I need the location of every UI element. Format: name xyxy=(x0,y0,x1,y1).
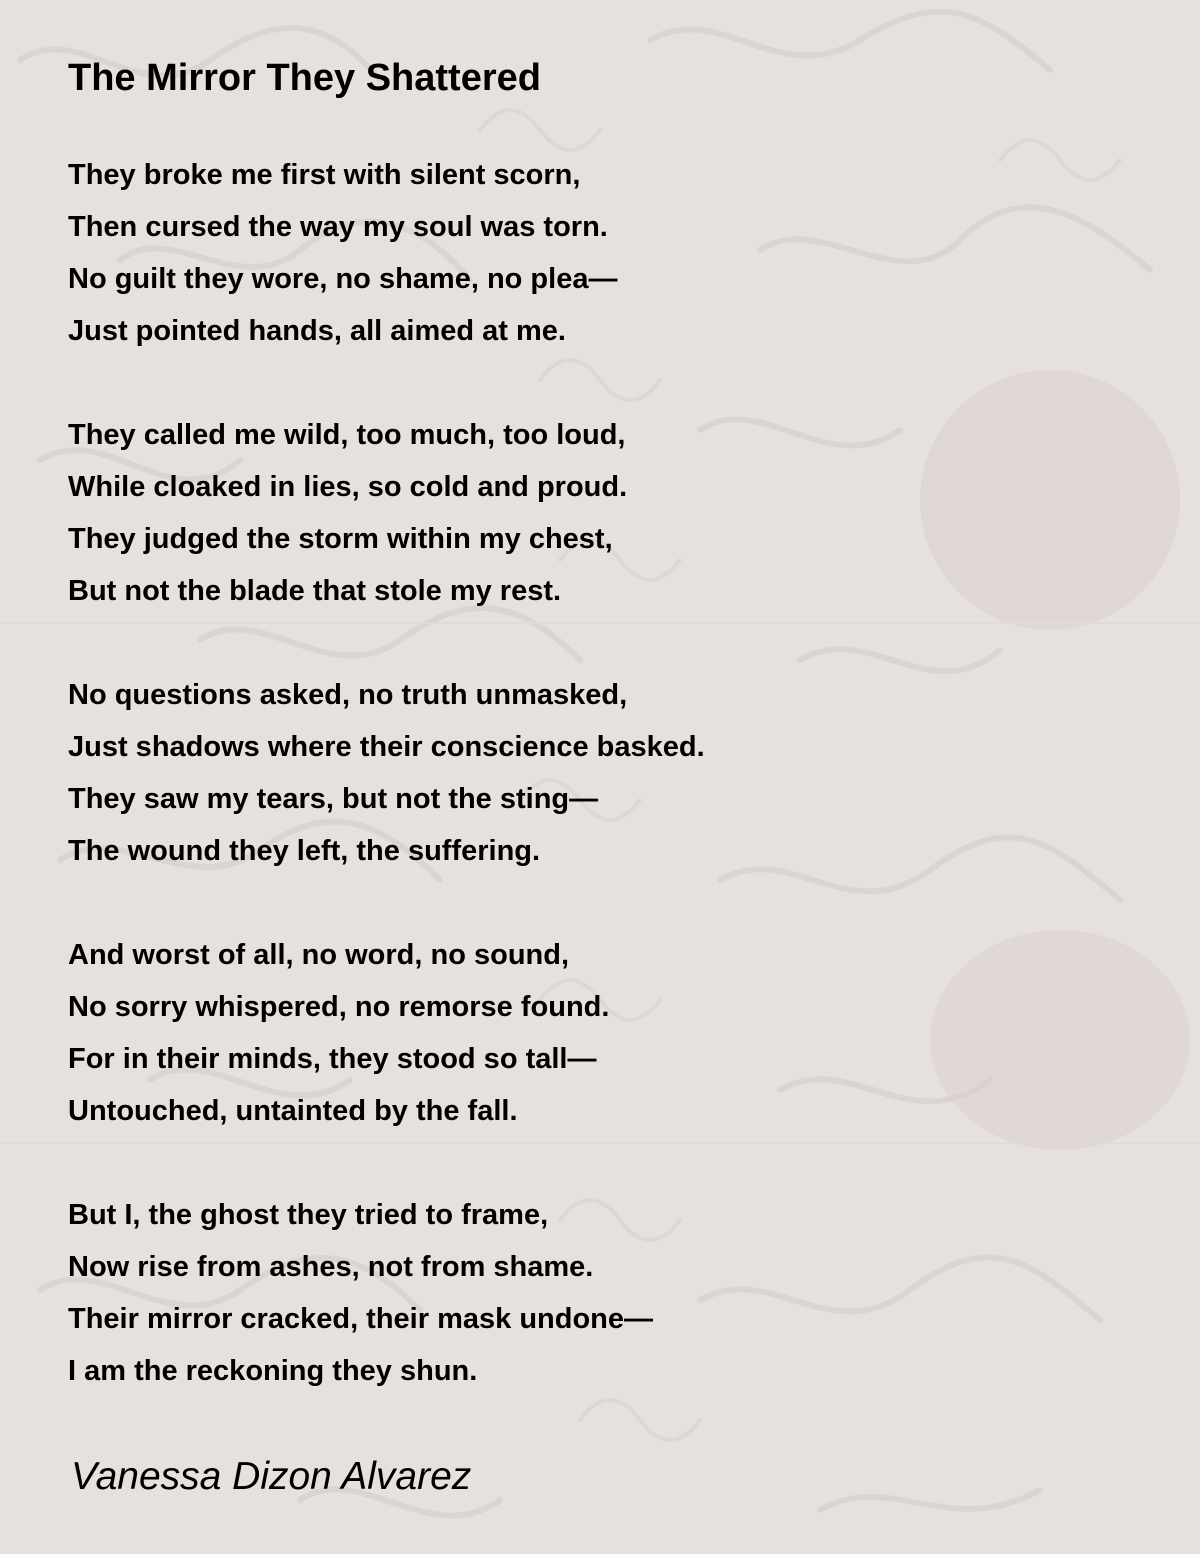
stanza-3 xyxy=(68,669,705,877)
poem-line: But I, the ghost they tried to frame, xyxy=(68,1199,549,1231)
poem-line: But not the blade that stole my rest. xyxy=(68,575,562,607)
poem-line: They broke me first with silent scorn, xyxy=(68,159,581,191)
stanza-1 xyxy=(68,149,617,357)
poem-line: No guilt they wore, no shame, no plea— xyxy=(68,263,618,295)
poem-line: Untouched, untainted by the fall. xyxy=(68,1095,518,1127)
poem-title: The Mirror They Shattered xyxy=(68,57,541,99)
poem-author: Vanessa Dizon Alvarez xyxy=(71,1455,472,1498)
stanza-2 xyxy=(68,409,627,617)
poem-line: Just pointed hands, all aimed at me. xyxy=(68,315,566,347)
poem-line: No sorry whispered, no remorse found. xyxy=(68,991,610,1023)
poem-line: I am the reckoning they shun. xyxy=(68,1355,478,1387)
poem-line: Just shadows where their conscience basked. xyxy=(68,731,705,763)
poem-line: While cloaked in lies, so cold and proud. xyxy=(68,471,628,503)
poem-line: For in their minds, they stood so tall— xyxy=(68,1043,597,1075)
poem-line: They called me wild, too much, too loud, xyxy=(68,419,626,451)
stanza-4 xyxy=(68,929,609,1137)
poem-line: They judged the storm within my chest, xyxy=(68,523,613,555)
poem-line: No questions asked, no truth unmasked, xyxy=(68,679,628,711)
poem-line: The wound they left, the suffering. xyxy=(68,835,541,867)
stanza-5 xyxy=(68,1189,653,1397)
poem-line: They saw my tears, but not the sting— xyxy=(68,783,599,815)
poem-line: Now rise from ashes, not from shame. xyxy=(68,1251,594,1283)
poem-line: And worst of all, no word, no sound, xyxy=(68,939,570,971)
poem-line: Their mirror cracked, their mask undone— xyxy=(68,1303,654,1335)
poem-line: Then cursed the way my soul was torn. xyxy=(68,211,608,243)
